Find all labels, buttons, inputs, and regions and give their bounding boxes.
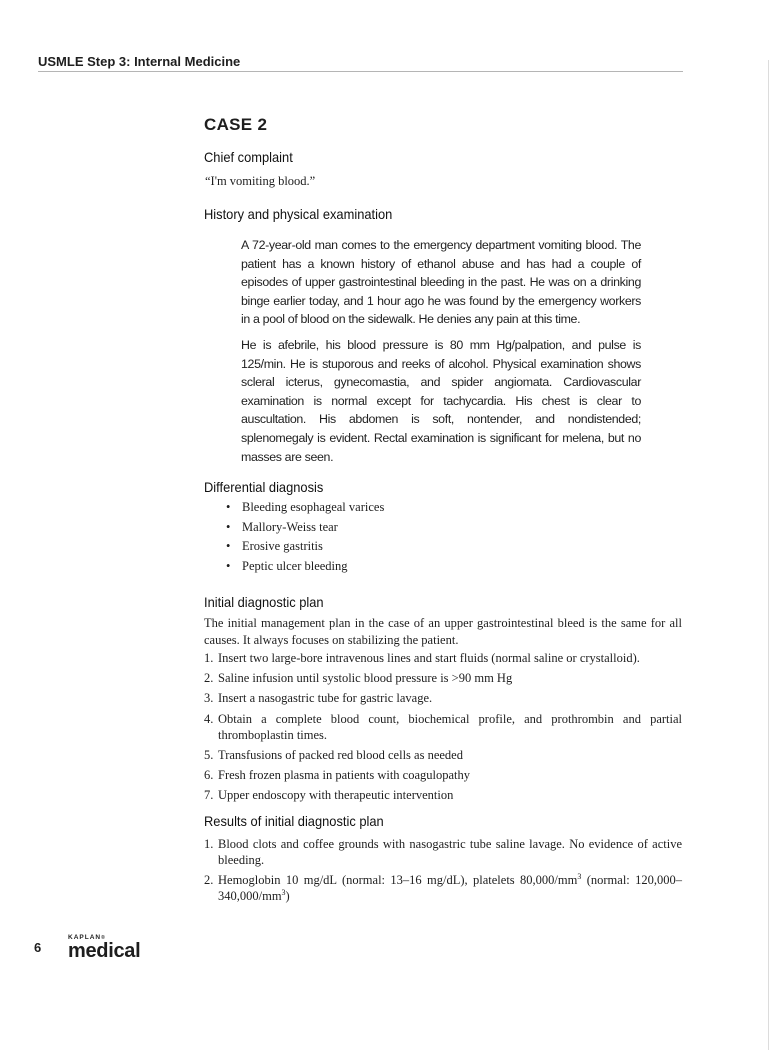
list-item xyxy=(204,690,682,706)
list-item xyxy=(204,650,682,666)
item-number: 6. xyxy=(204,767,214,782)
item-number: 1. xyxy=(204,651,214,665)
list-item-text: Transfusions of packed red blood cells as needed xyxy=(218,747,463,762)
list-item-text: Mallory-Weiss tear xyxy=(242,519,338,534)
list-item-text: Obtain a complete blood count, biochemical profile, and prothrombin and partial thromboplastin times. xyxy=(218,711,682,742)
list-item xyxy=(204,767,682,783)
initial-plan-heading: Initial diagnostic plan xyxy=(204,594,324,610)
list-item xyxy=(226,537,384,557)
logo-medical: medical xyxy=(68,940,141,962)
bullet: • xyxy=(226,558,231,573)
list-item-text: Fresh frozen plasma in patients with coagulopathy xyxy=(218,767,471,782)
page-number: 6 xyxy=(34,940,42,955)
item-number: 4. xyxy=(204,711,214,726)
lab-text: Hemoglobin 10 mg/dL (normal: 13–16 mg/dL), platelets 80,000/mm xyxy=(218,873,578,888)
list-item xyxy=(204,787,682,803)
item-number: 7. xyxy=(204,788,214,803)
list-item xyxy=(204,670,682,686)
item-number: 3. xyxy=(204,691,214,706)
item-number: 1. xyxy=(204,837,214,851)
lab-text-end: ) xyxy=(285,889,290,904)
list-item xyxy=(204,747,682,763)
item-number: 2. xyxy=(204,671,214,686)
list-item xyxy=(226,498,384,518)
superscript: 3 xyxy=(577,872,582,882)
list-item-text: Insert a nasogastric tube for gastric lavage. xyxy=(218,691,433,706)
list-item xyxy=(226,518,384,538)
superscript: 3 xyxy=(281,888,286,898)
history-paragraph: A 72-year-old man comes to the emergency department vomiting blood. The patient has a known history of ethanol abuse and has had a couple of episodes of upper gastrointestinal bleeding in the past. He was on a drinking binge earlier today, and 1 hour ago he was found by the emergency workers in a pool of blood on the sidewalk. He denies any pain at this time. xyxy=(241,238,641,327)
plan-steps xyxy=(204,650,682,807)
differential-heading: Differential diagnosis xyxy=(204,479,324,495)
results-heading: Results of initial diagnostic plan xyxy=(204,813,384,829)
page-edge xyxy=(768,60,769,1050)
logo-kaplan: KAPLAN® xyxy=(68,934,106,941)
kaplan-medical-logo xyxy=(68,934,140,960)
plan-intro: The initial management plan in the case of an upper gastrointestinal bleed is the same for all causes. It always focuses on stabilizing the patient. xyxy=(204,616,682,647)
list-item-text: Upper endoscopy with therapeutic intervention xyxy=(218,788,454,803)
list-item-text: Bleeding esophageal varices xyxy=(242,500,385,514)
exam-paragraph: He is afebrile, his blood pressure is 80 mm Hg/palpation, and pulse is 125/min. He is stuporous and reeks of alcohol. Physical examination shows scleral icterus, gynecomastia, and spider angiomata. Cardiovascular examination is normal except for tachycardia. His chest is clear to auscultation. His abdomen is soft, nontender, and nondistended; splenomegaly is evident. Rectal examination is significant for melena, but no masses are seen. xyxy=(241,338,641,464)
case-title: CASE 2 xyxy=(204,115,268,134)
header-rule xyxy=(38,71,683,72)
chief-complaint-heading: Chief complaint xyxy=(204,149,293,165)
list-item xyxy=(204,872,682,904)
bullet: • xyxy=(226,500,231,514)
results-list xyxy=(204,836,682,908)
list-item-text: Insert two large-bore intravenous lines and start fluids (normal saline or crystalloid). xyxy=(218,651,640,665)
list-item xyxy=(226,557,384,577)
list-item-text: Saline infusion until systolic blood pressure is >90 mm Hg xyxy=(218,671,513,686)
list-item-text: Peptic ulcer bleeding xyxy=(242,558,348,573)
history-heading: History and physical examination xyxy=(204,206,393,222)
chief-complaint-text: “I'm vomiting blood.” xyxy=(205,174,316,188)
running-title: USMLE Step 3: Internal Medicine xyxy=(38,54,241,69)
lab-text-normal: (normal: 120,000–340,000/mm xyxy=(218,873,683,904)
list-item xyxy=(204,711,682,743)
bullet: • xyxy=(226,539,231,553)
bullet: • xyxy=(226,519,231,534)
item-number: 2. xyxy=(204,873,214,888)
list-item-text: Blood clots and coffee grounds with nasogastric tube saline lavage. No evidence of active bleeding. xyxy=(218,837,682,867)
list-item xyxy=(204,836,682,868)
list-item-text: Erosive gastritis xyxy=(242,539,323,553)
differential-list xyxy=(226,498,384,576)
item-number: 5. xyxy=(204,747,214,762)
